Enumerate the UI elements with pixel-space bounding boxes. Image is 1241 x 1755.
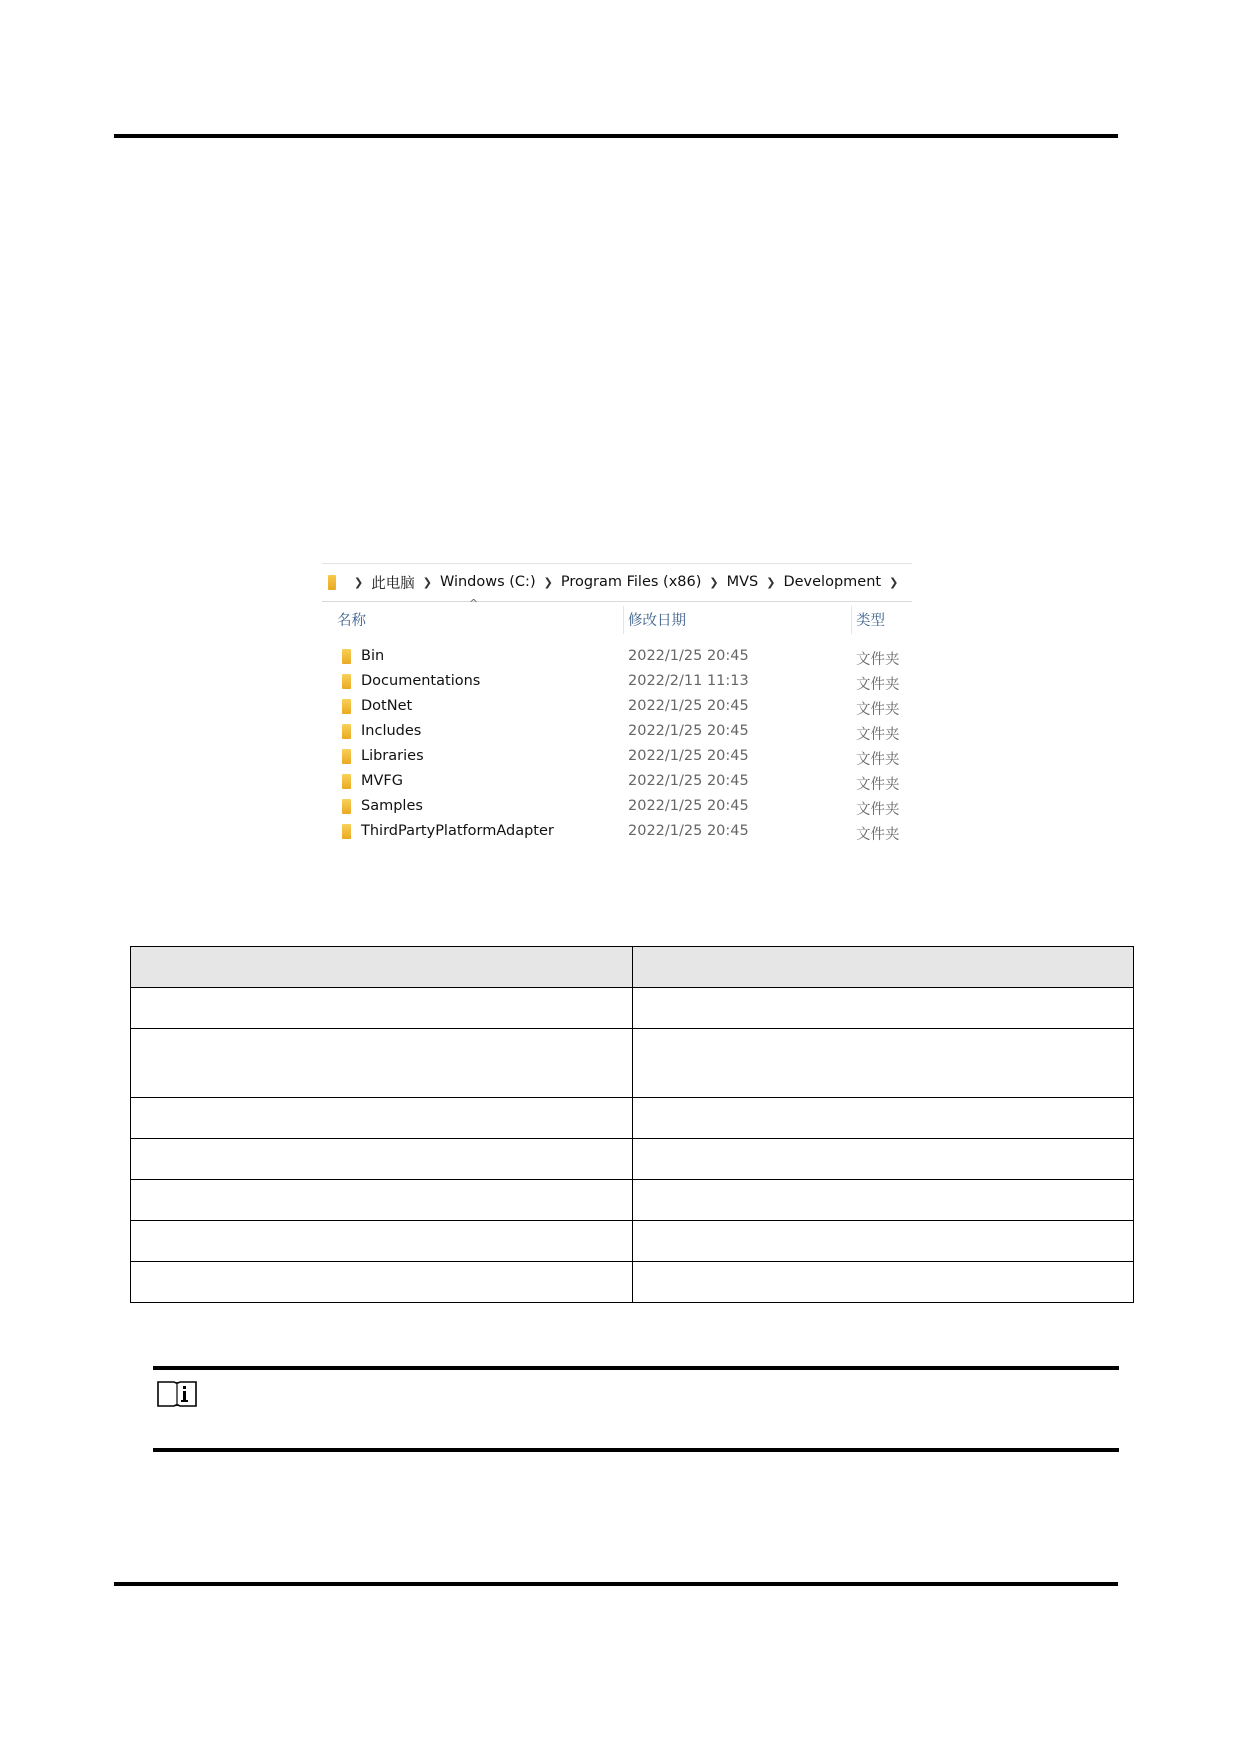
file-row[interactable] bbox=[322, 745, 912, 770]
file-row[interactable] bbox=[322, 695, 912, 720]
address-bar[interactable] bbox=[322, 569, 912, 595]
folder-icon bbox=[342, 799, 351, 814]
file-row[interactable] bbox=[322, 770, 912, 795]
header-rule bbox=[114, 134, 1118, 138]
breadcrumb-item[interactable]: 此电脑 bbox=[371, 575, 415, 592]
file-type: 文件夹 bbox=[856, 677, 900, 693]
file-date: 2022/1/25 20:45 bbox=[628, 698, 749, 714]
table-cell bbox=[131, 1180, 633, 1221]
file-date: 2022/1/25 20:45 bbox=[628, 748, 749, 764]
description-table bbox=[130, 946, 1134, 1303]
chevron-right-icon[interactable]: ❯ bbox=[709, 575, 719, 589]
file-name: Documentations bbox=[361, 673, 481, 689]
column-header-type[interactable]: 类型 bbox=[856, 613, 885, 629]
note-top-rule bbox=[153, 1366, 1119, 1370]
folder-icon bbox=[342, 649, 351, 664]
address-bar-divider bbox=[322, 601, 912, 602]
table-header-cell bbox=[632, 947, 1134, 988]
column-header-name[interactable]: 名称 bbox=[337, 613, 366, 629]
folder-icon bbox=[342, 824, 351, 839]
file-name: Libraries bbox=[361, 748, 424, 764]
table-cell bbox=[632, 1262, 1134, 1303]
chevron-right-icon[interactable]: ❯ bbox=[766, 575, 776, 589]
table-cell bbox=[131, 1262, 633, 1303]
breadcrumb-item[interactable]: Windows (C:) bbox=[439, 574, 536, 590]
folder-icon bbox=[328, 575, 336, 590]
footer-rule bbox=[114, 1582, 1118, 1586]
file-date: 2022/1/25 20:45 bbox=[628, 648, 749, 664]
file-row[interactable] bbox=[322, 820, 912, 845]
breadcrumb-item[interactable]: Development bbox=[783, 574, 882, 590]
file-explorer-screenshot bbox=[322, 563, 912, 853]
table-cell bbox=[131, 988, 633, 1029]
file-type: 文件夹 bbox=[856, 777, 900, 793]
table-row bbox=[131, 1221, 1134, 1262]
file-date: 2022/1/25 20:45 bbox=[628, 723, 749, 739]
breadcrumb-item[interactable]: Program Files (x86) bbox=[560, 574, 702, 590]
note-info-icon bbox=[156, 1378, 198, 1408]
file-row[interactable] bbox=[322, 720, 912, 745]
table-cell bbox=[131, 1029, 633, 1098]
table-cell bbox=[632, 1139, 1134, 1180]
file-row[interactable] bbox=[322, 795, 912, 820]
folder-icon bbox=[342, 674, 351, 689]
folder-icon bbox=[342, 774, 351, 789]
table-row bbox=[131, 988, 1134, 1029]
file-type: 文件夹 bbox=[856, 802, 900, 818]
file-row[interactable] bbox=[322, 645, 912, 670]
sort-ascending-icon: ^ bbox=[469, 597, 479, 610]
table-header-cell bbox=[131, 947, 633, 988]
table-row bbox=[131, 1139, 1134, 1180]
file-date: 2022/1/25 20:45 bbox=[628, 798, 749, 814]
file-date: 2022/2/11 11:13 bbox=[628, 673, 749, 689]
note-bottom-rule bbox=[153, 1448, 1119, 1452]
table-cell bbox=[131, 1098, 633, 1139]
file-type: 文件夹 bbox=[856, 827, 900, 843]
file-type: 文件夹 bbox=[856, 727, 900, 743]
chevron-right-icon[interactable]: ❯ bbox=[889, 575, 899, 589]
file-date: 2022/1/25 20:45 bbox=[628, 773, 749, 789]
file-name: DotNet bbox=[361, 698, 413, 714]
table-cell bbox=[632, 988, 1134, 1029]
file-type: 文件夹 bbox=[856, 702, 900, 718]
folder-icon bbox=[342, 749, 351, 764]
folder-icon bbox=[342, 724, 351, 739]
chevron-right-icon[interactable]: ❯ bbox=[354, 575, 364, 589]
table-cell bbox=[632, 1221, 1134, 1262]
file-name: MVFG bbox=[361, 773, 404, 789]
table-cell bbox=[632, 1180, 1134, 1221]
file-date: 2022/1/25 20:45 bbox=[628, 823, 749, 839]
table-row bbox=[131, 1029, 1134, 1098]
file-name: Samples bbox=[361, 798, 423, 814]
file-name: ThirdPartyPlatformAdapter bbox=[361, 823, 554, 839]
table-cell bbox=[632, 1098, 1134, 1139]
table-header-row bbox=[131, 947, 1134, 988]
column-divider[interactable] bbox=[623, 606, 624, 634]
file-name: Bin bbox=[361, 648, 385, 664]
column-divider[interactable] bbox=[851, 606, 852, 634]
explorer-top-border bbox=[322, 563, 912, 564]
file-type: 文件夹 bbox=[856, 752, 900, 768]
folder-icon bbox=[342, 699, 351, 714]
table-row bbox=[131, 1262, 1134, 1303]
file-name: Includes bbox=[361, 723, 422, 739]
table-row bbox=[131, 1180, 1134, 1221]
chevron-right-icon[interactable]: ❯ bbox=[543, 575, 553, 589]
table-cell bbox=[632, 1029, 1134, 1098]
table-row bbox=[131, 1098, 1134, 1139]
table-cell bbox=[131, 1221, 633, 1262]
table-cell bbox=[131, 1139, 633, 1180]
chevron-right-icon[interactable]: ❯ bbox=[422, 575, 432, 589]
column-header-date[interactable]: 修改日期 bbox=[628, 613, 686, 629]
file-type: 文件夹 bbox=[856, 652, 900, 668]
breadcrumb-item[interactable]: MVS bbox=[726, 574, 759, 590]
file-row[interactable] bbox=[322, 670, 912, 695]
